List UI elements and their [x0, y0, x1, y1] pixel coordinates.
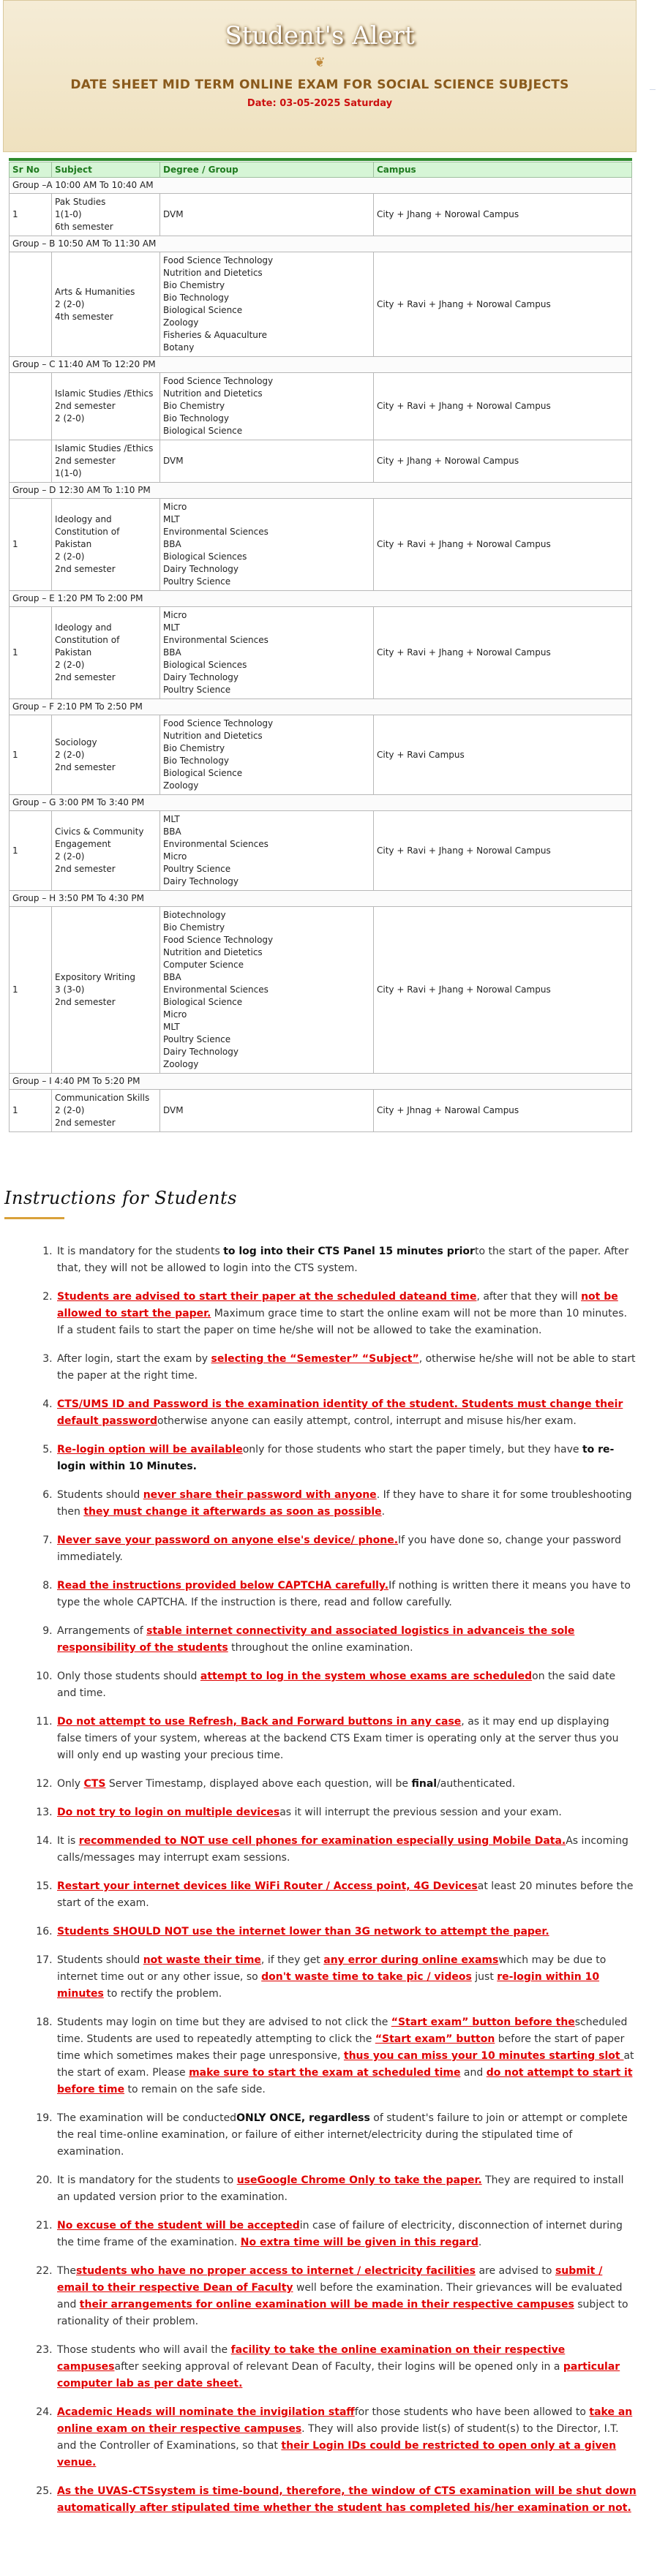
sr-no-cell: [10, 252, 52, 357]
program-item: Environmental Sciences: [163, 984, 269, 995]
column-header: Campus: [374, 162, 632, 178]
program-item: DVM: [163, 456, 184, 466]
highlighted-text: Read the instructions provided below CAPTCHA carefully.: [57, 1580, 389, 1592]
program-item: Bio Technology: [163, 756, 229, 766]
instruction-item: [56, 2172, 637, 2206]
subject-line: 3 (3-0): [55, 984, 85, 995]
campus-cell: City + Ravi + Jhang + Norowal Campus: [374, 499, 632, 591]
instruction-item: [56, 1578, 637, 1611]
subject-cell: [52, 907, 160, 1074]
program-item: DVM: [163, 1105, 184, 1115]
instruction-text: at least 20 minutes before the start of the exam.: [57, 1880, 634, 1909]
sr-no-cell: 1: [10, 499, 52, 591]
sr-no-cell: 1: [10, 1090, 52, 1132]
instruction-text: , after that they will: [476, 1291, 582, 1303]
group-title: Group – C 11:40 AM To 12:20 PM: [10, 357, 632, 373]
highlighted-text: not waste their time: [143, 1954, 261, 1966]
leaf-icon: ❦: [314, 55, 326, 70]
instruction-text: /authenticated.: [437, 1778, 516, 1790]
table-row: [10, 440, 632, 483]
column-header: Subject: [52, 162, 160, 178]
highlighted-text: “Start exam” button: [375, 2033, 495, 2045]
table-header-row: [10, 162, 632, 178]
instruction-item: [56, 1243, 637, 1277]
programs-cell: [160, 440, 374, 483]
programs-cell: [160, 1090, 374, 1132]
program-item: Bio Chemistry: [163, 280, 225, 290]
program-item: MLT: [163, 814, 180, 824]
programs-cell: [160, 607, 374, 699]
subject-cell: [52, 715, 160, 795]
highlighted-text: their arrangements for online examination will be made in their respective campuses: [79, 2299, 574, 2311]
sr-no-cell: [10, 440, 52, 483]
campus-cell: City + Ravi Campus: [374, 715, 632, 795]
program-item: Food Science Technology: [163, 935, 274, 945]
instruction-item: [56, 1396, 637, 1430]
instruction-item: [56, 1804, 637, 1821]
subject-line: 2 (2-0): [55, 660, 85, 670]
campus-cell: City + Ravi + Jhang + Norowal Campus: [374, 607, 632, 699]
instruction-text: After login, start the exam by: [57, 1353, 211, 1365]
page-title: Student's Alert: [225, 21, 415, 50]
group-title: Group – D 12:30 AM To 1:10 PM: [10, 483, 632, 499]
subject-line: 2nd semester: [55, 761, 116, 772]
group-row: [10, 357, 632, 373]
program-item: Bio Chemistry: [163, 401, 225, 411]
program-item: MLT: [163, 514, 180, 524]
highlighted-text: re-login within 10 minutes: [57, 1971, 600, 2000]
highlighted-text: facility to take the online examination on their respective campuses: [57, 2344, 566, 2373]
instruction-item: [56, 1878, 637, 1912]
instruction-text: in case of failure of electricity, disconnection of internet during the time frame of the examination.: [57, 2220, 623, 2248]
instruction-text: of student's failure to join or attempt or complete the real time-online examination, or failure of either internet/electricity during the stipulated time of examination.: [57, 2112, 628, 2158]
table-row: [10, 499, 632, 591]
instruction-text: after seeking approval of relevant Dean of Faculty, their logins will be opened only in a: [114, 2361, 563, 2373]
instruction-text: , as it may end up displaying false timers of your system, whereas at the backend CTS Exam timer is operating only at the server thus you will only end up wasting your precious time.: [57, 1716, 619, 1761]
program-item: Micro: [163, 851, 187, 862]
highlighted-text: selecting the “Semester” “Subject”: [211, 1353, 419, 1365]
highlighted-text: recommended to NOT use cell phones for examination especially using Mobile Data.: [78, 1835, 566, 1847]
subject-line: 2 (2-0): [55, 298, 85, 309]
instruction-item: [56, 1532, 637, 1566]
program-item: Biological Sciences: [163, 660, 247, 670]
highlighted-text: CTS: [83, 1778, 106, 1790]
alert-header: [3, 0, 637, 152]
subject-line: Islamic Studies /Ethics: [55, 443, 154, 453]
subject-line: 2 (2-0): [55, 413, 85, 423]
campus-cell: City + Ravi + Jhang + Norowal Campus: [374, 811, 632, 891]
subject-line: 1(1-0): [55, 209, 82, 219]
highlighted-text: As the UVAS-CTSsystem is time-bound, therefore, the window of CTS examination will be shut down automatically after stipulated time whether the student has completed his/her examination or not.: [57, 2485, 637, 2514]
subject-line: Ideology and Constitution of Pakistan: [55, 514, 120, 549]
instruction-text: Students should: [57, 1954, 143, 1966]
subject-line: Islamic Studies /Ethics: [55, 388, 154, 399]
highlighted-text: any error during online exams: [323, 1954, 499, 1966]
instruction-item: [56, 1776, 637, 1793]
subject-line: Arts & Humanities: [55, 286, 135, 297]
instruction-text: Only: [57, 1778, 84, 1790]
program-item: Food Science Technology: [163, 376, 274, 386]
instruction-text: As incoming calls/messages may interrupt exam sessions.: [57, 1835, 628, 1864]
instruction-item: [56, 1924, 637, 1940]
table-row: [10, 373, 632, 440]
divider: [4, 1217, 64, 1219]
subject-cell: [52, 373, 160, 440]
instruction-item: [56, 2014, 637, 2098]
subject-line: 2nd semester: [55, 564, 116, 574]
instruction-text: to remain on the safe side.: [124, 2084, 266, 2095]
program-item: Botany: [163, 342, 195, 353]
subject-cell: [52, 811, 160, 891]
sr-no-cell: [10, 373, 52, 440]
instruction-text: .: [381, 1506, 386, 1518]
instruction-text: . If they have to share it for some troubleshooting then: [57, 1489, 632, 1518]
highlighted-text: attempt to log in the system whose exams are scheduled: [200, 1671, 533, 1682]
instruction-text: They are required to install an updated version prior to the examination.: [57, 2174, 624, 2203]
program-item: Dairy Technology: [163, 1047, 239, 1057]
program-item: Fisheries & Aquaculture: [163, 330, 267, 340]
instruction-item: [56, 1442, 637, 1475]
instruction-text: The: [57, 2265, 77, 2277]
programs-cell: [160, 252, 374, 357]
program-item: Nutrition and Dietetics: [163, 731, 263, 741]
highlighted-text: particular computer lab as per date sheet.: [57, 2361, 620, 2389]
datesheet-subtitle: DATE SHEET MID TERM ONLINE EXAM FOR SOCIAL SCIENCE SUBJECTS: [70, 78, 569, 92]
instructions-list: [32, 1243, 637, 2528]
subject-line: 2 (2-0): [55, 1105, 85, 1115]
program-item: BBA: [163, 972, 181, 982]
group-row: [10, 795, 632, 811]
program-item: Environmental Sciences: [163, 635, 269, 645]
subject-line: 2nd semester: [55, 456, 116, 466]
subject-line: Civics & Community Engagement: [55, 826, 144, 849]
highlighted-text: stable internet connectivity and associated logistics in advanceis the sole responsibility of the students: [57, 1625, 575, 1654]
subject-cell: [52, 1090, 160, 1132]
highlighted-text: Academic Heads will nominate the invigilation staff: [57, 2406, 355, 2418]
subject-line: 2nd semester: [55, 672, 116, 682]
instruction-item: [56, 2404, 637, 2471]
subject-cell: [52, 194, 160, 236]
instruction-text: throughout the online examination.: [228, 1642, 413, 1654]
program-item: Zoology: [163, 780, 199, 791]
program-item: Micro: [163, 610, 187, 620]
highlighted-text: submit / email to their respective Dean of Faculty: [57, 2265, 603, 2294]
instruction-item: [56, 1487, 637, 1521]
program-item: Dairy Technology: [163, 672, 239, 682]
program-item: Biotechnology: [163, 910, 226, 920]
group-row: [10, 699, 632, 715]
bold-text: to log into their CTS Panel 15 minutes prior: [223, 1246, 475, 1257]
group-title: Group – H 3:50 PM To 4:30 PM: [10, 891, 632, 907]
group-row: [10, 178, 632, 194]
instruction-text: Maximum grace time to start the online exam will not be more than 10 minutes. If a student fails to start the paper on time he/she will not be allowed to take the examination.: [57, 1308, 628, 1336]
highlighted-text: Restart your internet devices like WiFi Router / Access point, 4G Devices: [57, 1880, 478, 1892]
subject-line: 6th semester: [55, 222, 113, 232]
instruction-item: [56, 1289, 637, 1339]
sr-no-cell: 1: [10, 607, 52, 699]
programs-cell: [160, 194, 374, 236]
program-item: Poultry Science: [163, 576, 231, 587]
program-item: Bio Chemistry: [163, 743, 225, 753]
campus-cell: City + Jhang + Norowal Campus: [374, 194, 632, 236]
subject-line: 2 (2-0): [55, 551, 85, 562]
program-item: Bio Technology: [163, 413, 229, 423]
program-item: Biological Science: [163, 768, 243, 778]
program-item: Bio Technology: [163, 293, 229, 303]
program-item: Food Science Technology: [163, 255, 274, 265]
instruction-text: otherwise anyone can easily attempt, control, interrupt and misuse his/her exam.: [157, 1415, 577, 1427]
program-item: Biological Science: [163, 997, 243, 1007]
programs-cell: [160, 715, 374, 795]
bold-text: to re-login within 10 Minutes.: [57, 1444, 615, 1472]
highlighted-text: Do not try to login on multiple devices: [57, 1807, 280, 1818]
instruction-text: Arrangements of: [57, 1625, 147, 1637]
instruction-text: and: [460, 2067, 487, 2079]
instruction-text: to the start of the paper. After that, they will not be allowed to login into the CTS system.: [57, 1246, 629, 1274]
highlighted-text: No extra time will be given in this regard: [240, 2237, 478, 2248]
group-row: [10, 236, 632, 252]
instruction-text: are advised to: [476, 2265, 555, 2277]
campus-cell: City + Ravi + Jhang + Norowal Campus: [374, 907, 632, 1074]
program-item: Dairy Technology: [163, 564, 239, 574]
group-title: Group – I 4:40 PM To 5:20 PM: [10, 1074, 632, 1090]
subject-line: Pak Studies: [55, 197, 106, 207]
table-row: [10, 607, 632, 699]
sr-no-cell: 1: [10, 907, 52, 1074]
programs-cell: [160, 811, 374, 891]
table-row: [10, 194, 632, 236]
campus-cell: City + Ravi + Jhang + Norowal Campus: [374, 373, 632, 440]
instruction-text: scheduled time. Students are used to repeatedly attempting to click the: [57, 2016, 628, 2045]
column-header: Sr No: [10, 162, 52, 178]
instruction-item: [56, 2483, 637, 2517]
programs-cell: [160, 373, 374, 440]
highlighted-text: they must change it afterwards as soon as possible: [83, 1506, 382, 1518]
sr-no-cell: 1: [10, 715, 52, 795]
bold-text: final: [411, 1778, 438, 1790]
highlighted-text: CTS/UMS ID and Password is the examination identity of the student. Students must change their default password: [57, 1398, 623, 1427]
program-item: Zoology: [163, 1059, 199, 1069]
group-title: Group –A 10:00 AM To 10:40 AM: [10, 178, 632, 194]
highlighted-text: useGoogle Chrome Only to take the paper.: [236, 2174, 482, 2186]
highlighted-text: Do not attempt to use Refresh, Back and Forward buttons in any case: [57, 1716, 462, 1728]
instruction-item: [56, 1351, 637, 1385]
subject-cell: [52, 252, 160, 357]
highlighted-text: not be allowed to start the paper.: [57, 1291, 618, 1319]
group-row: [10, 483, 632, 499]
highlighted-text: Never save your password on anyone else's device/ phone.: [57, 1534, 399, 1546]
instruction-text: just: [471, 1971, 498, 1983]
highlighted-text: don't waste time to take pic / videos: [261, 1971, 472, 1983]
program-item: Poultry Science: [163, 1034, 231, 1044]
table-row: [10, 252, 632, 357]
instruction-text: Students may login on time but they are advised to not click the: [57, 2016, 391, 2028]
group-title: Group – B 10:50 AM To 11:30 AM: [10, 236, 632, 252]
instruction-item: [56, 2110, 637, 2161]
program-item: BBA: [163, 647, 181, 658]
program-item: Bio Chemistry: [163, 922, 225, 933]
program-item: Nutrition and Dietetics: [163, 268, 263, 278]
subject-line: Sociology: [55, 737, 97, 747]
group-title: Group – G 3:00 PM To 3:40 PM: [10, 795, 632, 811]
instruction-text: , if they get: [260, 1954, 324, 1966]
program-item: Dairy Technology: [163, 876, 239, 886]
program-item: BBA: [163, 826, 181, 837]
subject-line: 4th semester: [55, 311, 113, 322]
instruction-text: If you have done so, change your password immediately.: [57, 1534, 622, 1563]
subject-line: Expository Writing: [55, 972, 135, 982]
highlighted-text: never share their password with anyone: [143, 1489, 377, 1501]
instruction-text: as it will interrupt the previous session and your exam.: [279, 1807, 562, 1818]
instruction-text: Those students who will avail the: [57, 2344, 231, 2356]
group-row: [10, 591, 632, 607]
highlighted-text: No excuse of the student will be accepted: [57, 2220, 300, 2232]
instruction-text: well before the examination. Their grievances will be evaluated and: [57, 2282, 623, 2311]
program-item: Zoology: [163, 317, 199, 328]
instruction-text: . They will also provide list(s) of student(s) to the Director, I.T. and the Controller of Examinations, so that: [57, 2423, 619, 2452]
sr-no-cell: 1: [10, 811, 52, 891]
program-item: Micro: [163, 1009, 187, 1020]
instruction-item: [56, 2342, 637, 2392]
instruction-text: to rectify the problem.: [103, 1988, 222, 2000]
instruction-text: Students should: [57, 1489, 143, 1501]
exam-date: Date: 03-05-2025 Saturday: [247, 98, 393, 109]
group-row: [10, 1074, 632, 1090]
highlighted-text: students who have no proper access to internet / electricity facilities: [76, 2265, 476, 2277]
subject-cell: [52, 440, 160, 483]
highlighted-text: make sure to start the exam at scheduled time: [189, 2067, 461, 2079]
instruction-item: [56, 1668, 637, 1702]
instruction-item: [56, 1714, 637, 1764]
instruction-text: , otherwise he/she will not be able to start the paper at the right time.: [57, 1353, 636, 1382]
subject-line: 2nd semester: [55, 401, 116, 411]
instructions-heading: Instructions for Students: [4, 1188, 237, 1208]
programs-cell: [160, 907, 374, 1074]
subject-cell: [52, 607, 160, 699]
instruction-item: [56, 1623, 637, 1657]
subject-cell: [52, 499, 160, 591]
program-item: BBA: [163, 539, 181, 549]
instruction-text: It is mandatory for the students to: [57, 2174, 237, 2186]
subject-line: Ideology and Constitution of Pakistan: [55, 622, 120, 658]
highlighted-text: their Login IDs could be restricted to open only at a given venue.: [57, 2440, 617, 2468]
column-header: Degree / Group: [160, 162, 374, 178]
program-item: Environmental Sciences: [163, 839, 269, 849]
highlighted-text: Students SHOULD NOT use the internet lower than 3G network to attempt the paper.: [57, 1926, 549, 1937]
program-item: Biological Sciences: [163, 551, 247, 562]
instruction-text: for those students who have been allowed to: [354, 2406, 590, 2418]
program-item: Food Science Technology: [163, 718, 274, 728]
divider: [9, 158, 632, 161]
instruction-item: [56, 2263, 637, 2330]
program-item: DVM: [163, 209, 184, 219]
group-title: Group – F 2:10 PM To 2:50 PM: [10, 699, 632, 715]
subject-line: 2 (2-0): [55, 749, 85, 760]
subject-line: 2nd semester: [55, 864, 116, 874]
instruction-item: [56, 1952, 637, 2003]
instruction-text: Server Timestamp, displayed above each question, will be: [105, 1778, 412, 1790]
program-item: Environmental Sciences: [163, 527, 269, 537]
group-row: [10, 891, 632, 907]
subject-line: 2nd semester: [55, 1118, 116, 1128]
campus-cell: City + Jhang + Norowal Campus: [374, 440, 632, 483]
instruction-text: .: [478, 2237, 482, 2248]
instruction-text: at the start of exam. Please: [57, 2050, 634, 2079]
subject-line: 1(1-0): [55, 468, 82, 478]
sr-no-cell: 1: [10, 194, 52, 236]
instruction-text: which may be due to internet time out or any other issue, so: [57, 1954, 607, 1983]
highlighted-text: “Start exam” button before the: [391, 2016, 575, 2028]
program-item: Micro: [163, 502, 187, 512]
subject-line: 2 (2-0): [55, 851, 85, 862]
instruction-text: only for those students who start the paper timely, but they have: [242, 1444, 582, 1455]
instruction-text: on the said date and time.: [57, 1671, 616, 1699]
instruction-text: subject to rationality of their problem.: [57, 2299, 628, 2327]
program-item: Computer Science: [163, 960, 244, 970]
program-item: Poultry Science: [163, 864, 231, 874]
instruction-text: The examination will be conducted: [57, 2112, 237, 2124]
program-item: Biological Science: [163, 426, 243, 436]
program-item: Nutrition and Dietetics: [163, 947, 263, 957]
highlighted-text: take an online exam on their respective campuses: [57, 2406, 633, 2435]
instruction-text: It is mandatory for the students: [57, 1246, 224, 1257]
table-row: [10, 907, 632, 1074]
table-row: [10, 715, 632, 795]
bold-text: ONLY ONCE, regardless: [236, 2112, 370, 2124]
instruction-text: It is: [57, 1835, 79, 1847]
highlighted-text: do not attempt to start it before time: [57, 2067, 633, 2095]
program-item: Poultry Science: [163, 685, 231, 695]
campus-cell: City + Jhnag + Narowal Campus: [374, 1090, 632, 1132]
programs-cell: [160, 499, 374, 591]
highlighted-text: thus you can miss your 10 minutes starting slot: [343, 2050, 624, 2062]
subject-line: Communication Skills: [55, 1093, 150, 1103]
instruction-text: Only those students should: [57, 1671, 200, 1682]
highlighted-text: Students are advised to start their paper at the scheduled dateand time: [57, 1291, 477, 1303]
instruction-item: [56, 1833, 637, 1867]
program-item: MLT: [163, 1022, 180, 1032]
program-item: Biological Science: [163, 305, 243, 315]
group-title: Group – E 1:20 PM To 2:00 PM: [10, 591, 632, 607]
table-row: [10, 811, 632, 891]
highlighted-text: Re-login option will be available: [57, 1444, 243, 1455]
subject-line: 2nd semester: [55, 997, 116, 1007]
campus-cell: City + Ravi + Jhang + Norowal Campus: [374, 252, 632, 357]
instruction-text: If nothing is written there it means you have to type the whole CAPTCHA. If the instruction is there, read and follow carefully.: [57, 1580, 631, 1608]
instruction-text: before the start of paper time which sometimes makes their page unresponsive,: [57, 2033, 625, 2062]
date-sheet-table: [9, 162, 632, 1132]
instruction-item: [56, 2218, 637, 2251]
divider: [650, 89, 656, 90]
table-row: [10, 1090, 632, 1132]
program-item: Nutrition and Dietetics: [163, 388, 263, 399]
program-item: MLT: [163, 622, 180, 633]
